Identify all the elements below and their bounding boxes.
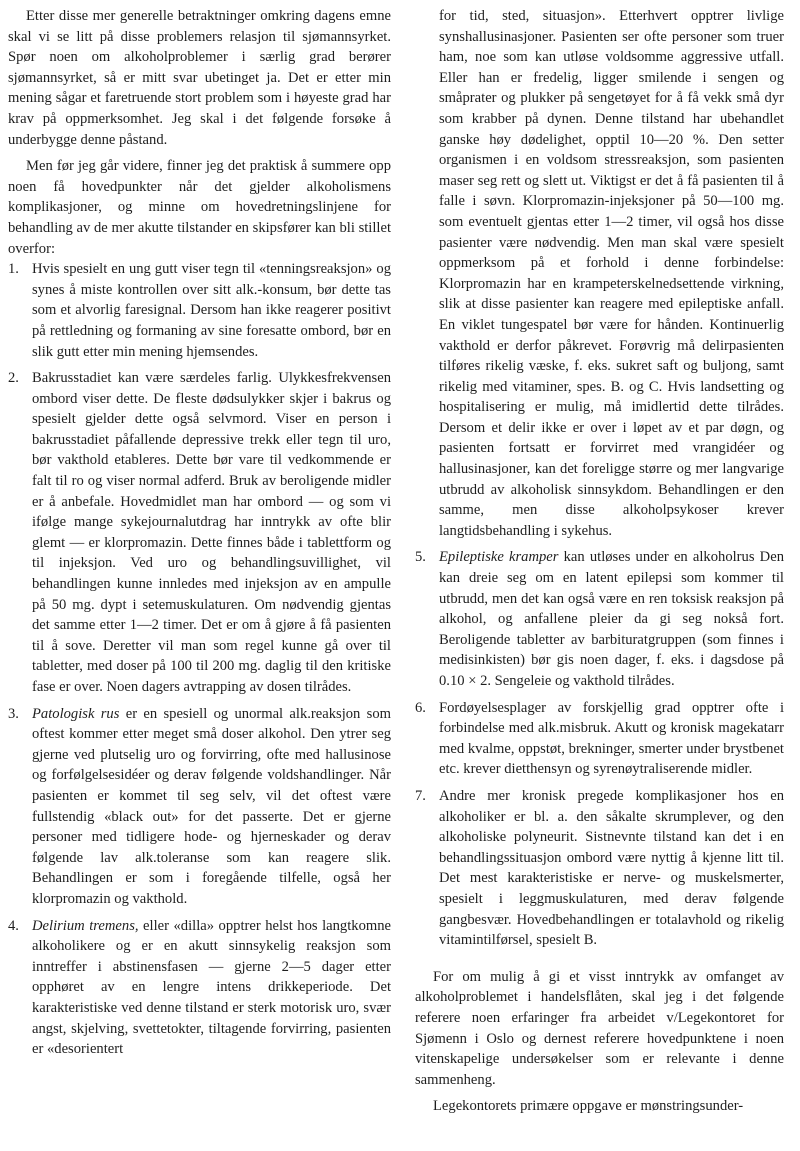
list-item bbox=[415, 786, 784, 951]
list-item-text: Fordøyelsesplager av forskjellig grad opptrer ofte i forbindelse med alk.misbruk. Akutt og kronisk magekatarr med kvalme, oppstøt, brekninger, smerter under brystbenet etc. krever dietthensyn og syrenøytraliserende midler. bbox=[439, 699, 784, 778]
list-item-text: Bakrusstadiet kan være særdeles farlig. Ulykkesfrekvensen ombord viser dette. De fleste dødsulykker skjer i bakrus og spesielt gjelder dette også selvmord. Viser en person i bakrusstadiet påfallende depressive trekk eller tegn til uro, bør vakthold etableres. Dette bør vare til vedkommende er falt til ro og viser normal adferd. Bruk av beroligende midler er å anbefale. Hovedmidlet man har ombord — og som vi ifølge mange sykejournalutdrag har inntrykk av ofte blir glemt — er klorpromazin. Dette finnes både i tablettform og til injeksjon. Ved uro og behandlingsuvillighet, vil behandlingen kunne innledes med injeksjon av en ampulle på 50 mg. dypt i setemuskulaturen. Om nødvendig gjentas det samme etter 1—2 timer. Det er om å gjøre å få pasienten til å sove. Deretter vil man som regel kunne gå over til tabletter, med doser på 100 til 200 mg. daglig til den kritiske fase er over. Noen dagers avtrapping av dosen tilrådes. bbox=[32, 370, 391, 695]
complication-list-left bbox=[8, 259, 391, 1060]
list-item-text: Andre mer kronisk pregede komplikasjoner hos en alkoholiker er bl. a. den såkalte skrumplever, og den alkoholiske polyneurit. Sistnevnte tilstand kan det i en behandlingssituasjon ombord være nyttig å kjenne litt til. Det mest karakteristiske er nerve- og muskelsmerter, spesielt i leggmuskulaturen, med derav følgende gangbesvær. Hovedbehandlingen er totalavhold og rikelig vitamintilførsel, spesielt B. bbox=[439, 787, 784, 949]
list-item-number: 6. bbox=[415, 699, 426, 716]
list-item-text: eller «dilla» opptrer helst hos langtkomne alkoholikere og er en akutt sinnsykelig reaksjon som inntreffer i abstinensfasen — gjerne 2—5 dager etter opphøret av en lengre intens drikkeperiode. Det karakteristiske ved denne tilstand er sterk motorisk uro, svær angst, skjelving, svettetokter, tiltagende forvirring, pasienten er «desorientert bbox=[32, 917, 391, 1058]
list-item-number: 2. bbox=[8, 370, 19, 387]
list-item-heading: Patologisk rus bbox=[32, 705, 120, 722]
right-column bbox=[415, 6, 784, 1117]
summary-intro-paragraph: Men før jeg går videre, finner jeg det praktisk å summere opp noen få hovedpunkter når det gjelder alkoholismens komplikasjoner, og minne om hovedretningslinjene for behandling av de mer akutte tilstander en skipsfører kan bli stillet overfor: bbox=[8, 158, 391, 257]
list-item-number: 1. bbox=[8, 261, 19, 278]
list-item bbox=[8, 368, 391, 698]
delirium-continuation: for tid, sted, situasjon». Etterhvert opptrer livlige synshallusinasjoner. Pasienten ser ofte personer som truer ham, noe som kan utløse voldsomme aggressive utfall. Eller han er fredelig, ligger smilende i sengen og småprater og plukker på sengetøyet for å få vekk små dyr som krabber på dynen. Denne tilstand har ubehandlet ganske høy dødelighet, opptil 10—20 %. Den setter organismen i en voldsom stressreaksjon, som pasienten maser seg rett og slett ut. Viktigst er det å få pasienten til å falle i søvn. Klorpromazin-injeksjoner på 50—100 mg. som eventuelt gjentas etter 1—2 timer, vil også hos disse pasienter være nødvendig. Men man skal være spesielt oppmerksom på et forhold i denne forbindelse: Klorpromazin har en krampeterskelnedsettende virkning, slik at disse pasienter kan reagere med epileptiske anfall. En viklet tungespatel bør være for hånden. Kontinuerlig vakthold er derfor påkrevet. Forøvrig må delirpasienten tilføres rikelig væske, f. eks. sukret saft og buljong, samt rikelig med vitaminer, spes. B. og C. Hvis landsetting og hospitalisering er mulig, må imidlertid dette tilrådes. Dersom et delir ikke er over i løpet av et par døgn, og pasienten fortsatt er forvirret med vrangidéer og hallusinasjoner, kan det foreligge større og mer langvarige utbrudd av alkoholisk sinnsykdom. Behandlingen er den samme, men disse alkoholpsykoser krever langtidsbehandling i sykehus. bbox=[439, 8, 784, 539]
list-item-text: er en spesiell og unormal alk.reaksjon som oftest kommer etter meget små doser alkohol. Den ytrer seg gjerne ved plutselig uro og forvirring, ofte med hallusinose og forfølgelsesidéer og derav følgende voldshandlinger. Når pasienten er kommet til seg selv, vil det oftest være fullstendig «black out» for det passerte. Det er gjerne personer med tidligere hode- og hjerneskader og derav følgende lav alk.toleranse som kan reagere slik. Behandlingen er som i foregående tilfelle, også her klorpromazin og vakthold. bbox=[32, 705, 391, 907]
final-line: Legekontorets primære oppgave er mønstringsunder- bbox=[433, 1098, 744, 1115]
closing-paragraph: For om mulig å gi et visst inntrykk av omfanget av alkoholproblemet i handelsflåten, skal jeg i det følgende referere noen erfaringer fra arbeidet v/Legekontoret for Sjømenn i Oslo og dernest referere hovedpunktene i noen vitenskapelige undersøkelser som er relevante i denne sammenheng. bbox=[415, 968, 784, 1088]
list-item-text: kan utløses under en alkoholrus Den kan dreie seg om en latent epilepsi som kommer til utbrudd, men det kan også være en ren toksisk reaksjon på alkohol, og anfallene pleier da gi seg nokså fort. Beroligende tabletter av barbituratgruppen (som finnes i medisinkisten) bør gis noen dager, f. eks. i dagsdose på 0.10 × 2. Sengeleie og vakthold tilrådes. bbox=[439, 549, 784, 689]
list-item-number: 4. bbox=[8, 917, 19, 934]
list-item bbox=[8, 259, 391, 362]
list-item bbox=[415, 698, 784, 780]
list-item-number: 7. bbox=[415, 787, 426, 804]
list-item-number: 5. bbox=[415, 549, 426, 566]
list-item bbox=[8, 704, 391, 910]
list-item-text: Hvis spesielt en ung gutt viser tegn til «tenningsreaksjon» og synes å miste kontrollen over sitt alk.-konsum, bør dette tas som et alvorlig faresignal. Dersom han ikke reagerer positivt på rettledning og formaning av sine foresatte ombord, bør en slik gutt etter min mening hjemsendes. bbox=[32, 261, 391, 360]
list-item-number: 3. bbox=[8, 705, 19, 722]
complication-list-right bbox=[415, 547, 784, 950]
list-item-heading: Epileptiske kramper bbox=[439, 549, 559, 566]
left-column bbox=[8, 6, 391, 1060]
list-item bbox=[8, 916, 391, 1060]
intro-paragraph: Etter disse mer generelle betraktninger omkring dagens emne skal vi se litt på disse problemers relasjon til sjømannsyrket. Spør noen om alkoholproblemer i særlig grad berører sjømannsyrket, så er mitt svar ubetinget ja. Det er etter min mening sågar et faretruende stort problem som i høyeste grad har krav på oppmerksomhet. Jeg skal i det følgende forsøke å underbygge denne påstand. bbox=[8, 8, 391, 148]
list-item bbox=[415, 547, 784, 691]
list-item-heading: Delirium tremens, bbox=[32, 917, 139, 934]
